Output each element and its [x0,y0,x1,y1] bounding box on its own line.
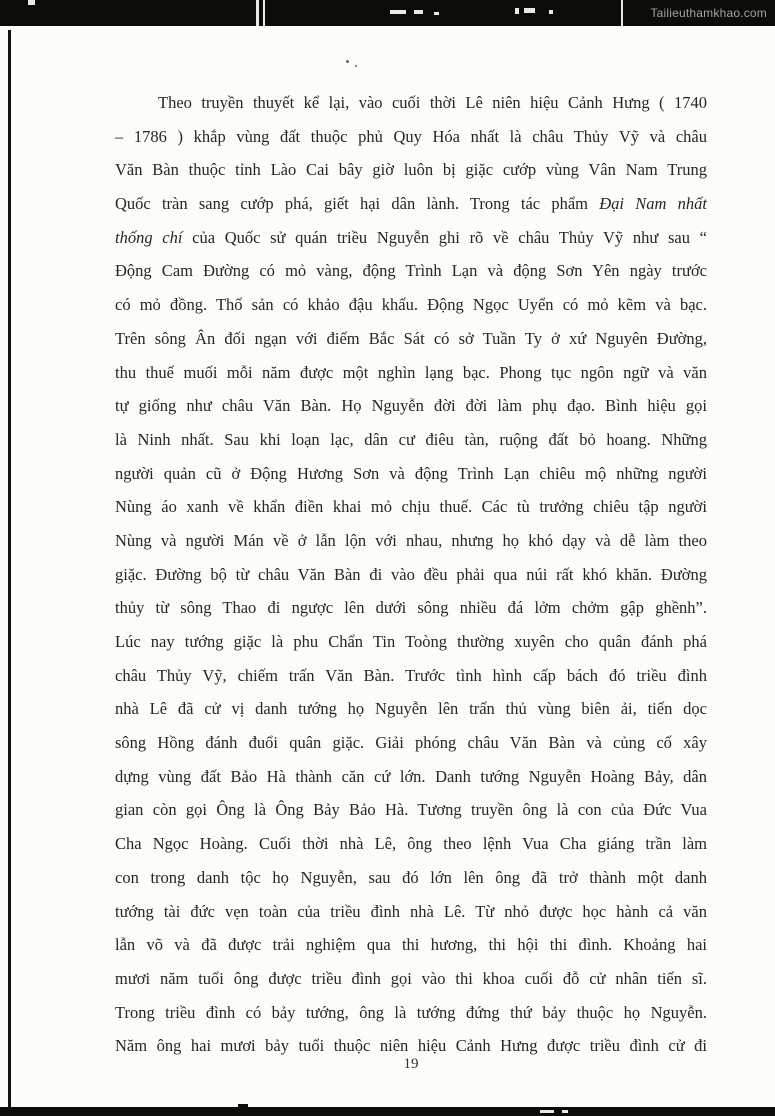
text-segment: Lúc nay tướng giặc là phu Chẩn Tin Toòng thường xuyên cho quân đánh phá [115,632,707,651]
text-segment: Cha Ngọc Hoàng. Cuối thời nhà Lê, ông theo lệnh Vua Cha giáng trần làm [115,834,707,854]
text-line [115,221,707,255]
text-segment: Năm ông hai mươi bảy tuổi thuộc niên hiệu Cảnh Hưng được triều đình cử đi [115,1036,707,1056]
scan-artifact-mark [263,0,265,26]
text-segment: tướng tài đức vẹn toàn của triều đình nhà Lê. Từ nhỏ được học hành cả văn [115,901,707,921]
text-segment: dựng vùng đất Bảo Hà thành căn cứ lớn. Danh tướng Nguyễn Hoàng Bảy, dân [115,766,707,786]
text-segment: Trên sông Ân đối ngạn với điếm Bắc Sát có sở Tuần Ty ở xứ Nguyên Đường, [115,328,707,348]
text-line [115,962,707,996]
scan-artifact-mark [390,10,406,14]
text-segment-italic: Đại Nam nhất [599,194,707,214]
text-line [115,895,707,929]
scan-speck [346,60,349,63]
watermark: Tailieuthamkhao.com [650,6,767,20]
text-segment-italic: thống chí [115,227,183,247]
text-line [115,827,707,861]
text-segment: thủy từ sông Thao đi ngược lên dưới sông nhiều đá lởm chởm gập ghềnh”. [115,598,707,618]
scan-artifact-mark [515,8,519,14]
text-line [115,120,707,154]
scan-artifact-bottom-bar [0,1107,775,1116]
text-segment: có mỏ đồng. Thổ sản có khảo đậu khấu. Động Ngọc Uyển có mỏ kẽm và bạc. [115,295,707,315]
page-number: 19 [403,1056,419,1072]
text-segment: sông Hồng đánh đuổi quân giặc. Giải phóng châu Văn Bàn và củng cố xây [115,733,707,753]
text-segment: giặc. Đường bộ từ châu Văn Bàn đi vào đều phải qua núi rất khó khăn. Đường [115,564,707,584]
text-line [115,490,707,524]
text-line [115,558,707,592]
text-line [115,861,707,895]
text-line [115,524,707,558]
text-line [115,692,707,726]
scan-artifact-mark [549,10,553,14]
text-line [115,153,707,187]
text-line [115,254,707,288]
text-line [115,928,707,962]
scan-artifact-top-bar [0,0,775,26]
text-segment: Nùng và người Mán về ở lẫn lộn với nhau, nhưng họ khó dạy và dễ làm theo [115,530,707,550]
text-segment: nhà Lê đã cử vị danh tướng họ Nguyễn lên trấn thủ vùng biên ải, tiến dọc [115,699,707,719]
text-segment: Trong triều đình có bảy tướng, ông là tướng đứng thứ bảy thuộc họ Nguyễn. [115,1002,707,1022]
scan-artifact-mark [540,1110,554,1113]
scan-artifact-mark [524,8,535,13]
text-line [115,86,707,120]
text-line [115,423,707,457]
text-segment: con trong danh tộc họ Nguyễn, sau đó lớn lên ông đã trở thành một danh [115,867,707,887]
text-segment: châu Thủy Vỹ, chiếm trấn Văn Bàn. Trước tình hình cấp bách đó triều đình [115,665,707,685]
scan-artifact-mark [414,10,423,14]
scan-artifact-mark [28,0,35,5]
scan-artifact-left-edge [8,30,11,1107]
text-line [115,187,707,221]
text-segment: của Quốc sử quán triều Nguyễn ghi rõ về châu Thủy Vỹ như sau “ [182,227,707,247]
text-segment: là Ninh nhất. Sau khi loạn lạc, dân cư điêu tàn, ruộng đất bỏ hoang. Những [115,429,707,449]
text-line [115,457,707,491]
text-line [115,389,707,423]
text-segment: Nùng áo xanh về khẩn điền khai mỏ chịu thuế. Các tù trưởng chiêu tập người [115,497,707,517]
text-segment: Văn Bàn thuộc tỉnh Lào Cai bây giờ luôn bị giặc cướp vùng Vân Nam Trung [115,160,707,180]
text-segment: mươi năm tuổi ông được triều đình gọi vào thi khoa cuối đỗ cử nhân tiến sĩ. [115,968,707,988]
text-line [115,793,707,827]
text-line [115,356,707,390]
scan-artifact-mark [434,12,439,15]
text-line [115,996,707,1030]
text-segment: Động Cam Đường có mỏ vàng, động Trình Lạn và động Sơn Yên ngày trước [115,261,707,281]
text-segment: thu thuế muối mỗi năm được một nghìn lạng bạc. Phong tục ngôn ngữ và văn [115,362,707,382]
text-segment: Quốc tràn sang cướp phá, giết hại dân lành. Trong tác phẩm [115,194,600,214]
scan-speck [355,65,357,67]
scan-artifact-mark [238,1104,248,1116]
scan-artifact-mark [256,0,259,26]
body-text [115,86,707,1063]
text-line [115,659,707,693]
text-segment: người quản cũ ở Động Hương Sơn và động Trình Lạn chiêu mộ những người [115,463,707,483]
scan-artifact-mark [562,1110,568,1113]
text-segment: lẫn võ và đã được trải nghiệm qua thi hương, thi hội thi đình. Khoảng hai [115,935,707,955]
text-segment: tự giống như châu Văn Bàn. Họ Nguyễn đời đời làm phụ đạo. Bình hiệu gọi [115,396,707,416]
text-line [115,591,707,625]
text-segment: Theo truyền thuyết kể lại, vào cuối thời Lê niên hiệu Cảnh Hưng ( 1740 [158,93,707,112]
scan-artifact-mark [621,0,623,26]
text-segment: – 1786 ) khắp vùng đất thuộc phủ Quy Hóa nhất là châu Thủy Vỹ và châu [115,126,707,146]
text-line [115,625,707,659]
text-line [115,726,707,760]
text-segment: gian còn gọi Ông là Ông Bảy Bảo Hà. Tương truyền ông là con của Đức Vua [115,800,707,820]
text-line [115,288,707,322]
text-line [115,322,707,356]
text-line [115,760,707,794]
